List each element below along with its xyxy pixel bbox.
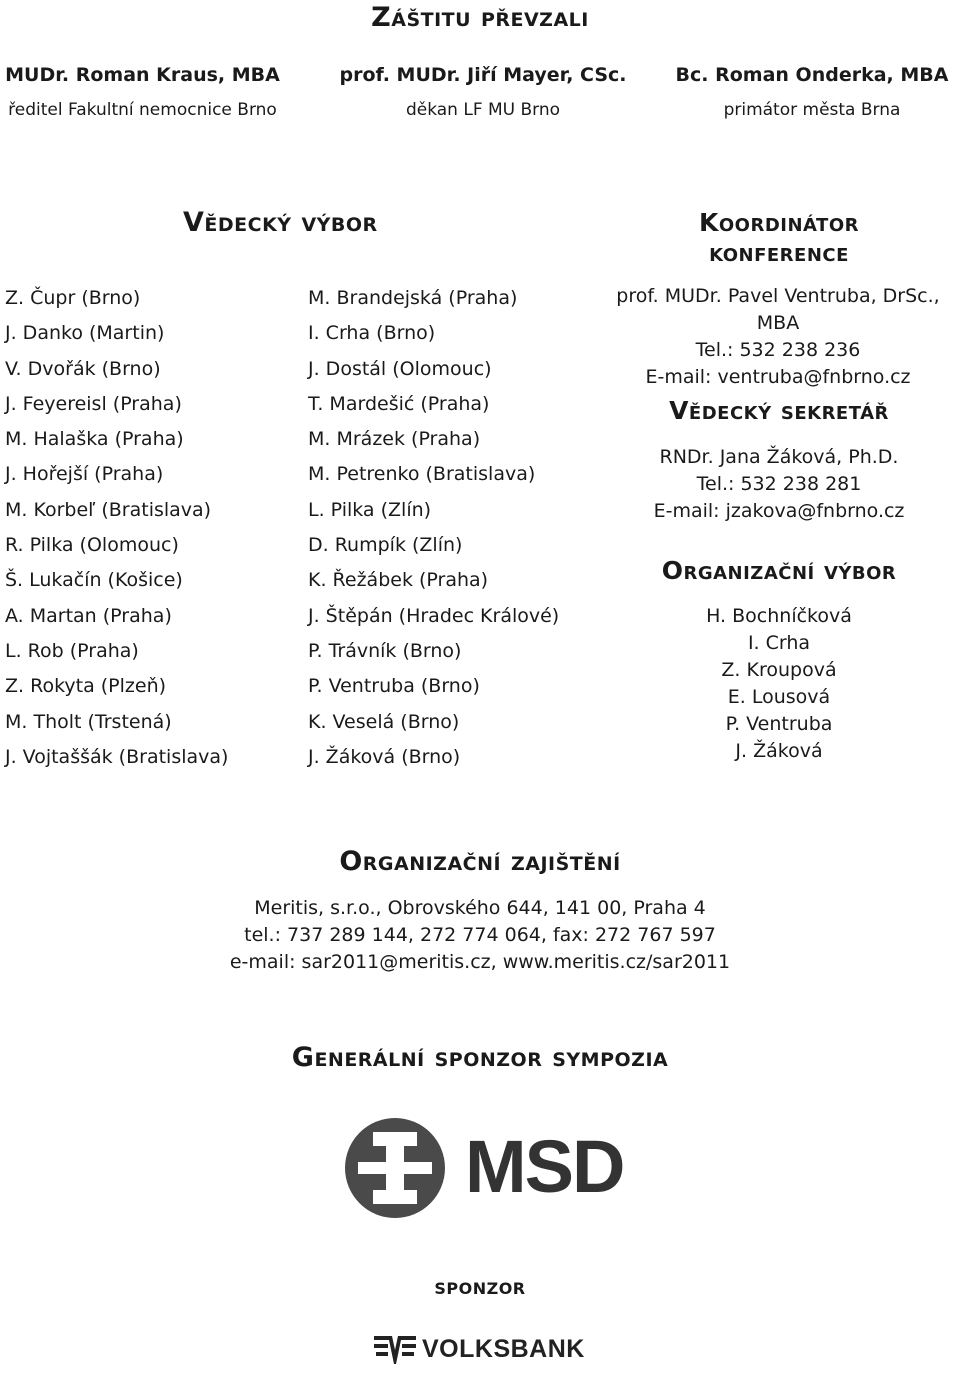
patron-2-name: prof. MUDr. Jiří Mayer, CSc. xyxy=(339,64,627,86)
msd-logo-text: MSD xyxy=(465,1125,624,1208)
committee-member: D. Rumpík (Zlín) xyxy=(308,534,463,557)
coordinator-tel: Tel.: 532 238 236 xyxy=(695,339,861,361)
secretary-email: E-mail: jzakova@fnbrno.cz xyxy=(653,500,905,522)
committee-member: J. Dostál (Olomouc) xyxy=(308,357,492,380)
organizing-member: Z. Kroupová xyxy=(721,659,837,681)
committee-member: P. Ventruba (Brno) xyxy=(308,675,480,698)
volksbank-logo xyxy=(372,1330,592,1374)
committee-member: J. Štěpán (Hradec Králové) xyxy=(308,604,560,627)
committee-member: Z. Rokyta (Plzeň) xyxy=(5,675,167,698)
general-sponsor-heading: Generální sponzor sympozia xyxy=(291,1042,669,1073)
committee-member: Š. Lukačín (Košice) xyxy=(5,569,183,592)
committee-member: J. Vojtaššák (Bratislava) xyxy=(5,745,229,768)
organization-heading: Organizační zajištění xyxy=(339,846,621,877)
scientific-committee-right-list xyxy=(308,281,559,775)
committee-member: J. Danko (Martin) xyxy=(5,322,165,345)
organizing-committee-list xyxy=(600,603,958,765)
organizing-member: J. Žáková xyxy=(735,740,823,762)
coordinator-heading-line1: Koordinátor xyxy=(698,208,859,237)
volksbank-logo-text: VOLKSBANK xyxy=(422,1335,585,1363)
secretary-contact xyxy=(600,444,958,525)
organizing-member: E. Lousová xyxy=(727,686,831,708)
committee-member: J. Hořejší (Praha) xyxy=(5,463,164,486)
coordinator-contact xyxy=(596,283,960,391)
organizing-member: I. Crha xyxy=(747,632,811,654)
patron-1-role: ředitel Fakultní nemocnice Brno xyxy=(8,100,277,120)
coordinator-name: prof. MUDr. Pavel Ventruba, DrSc., MBA xyxy=(616,285,940,334)
committee-member: M. Korbeľ (Bratislava) xyxy=(5,498,212,521)
organizing-committee-heading: Organizační výbor xyxy=(661,556,897,585)
secretary-tel: Tel.: 532 238 281 xyxy=(696,473,862,495)
organizing-member: P. Ventruba xyxy=(725,713,833,735)
committee-member: L. Rob (Praha) xyxy=(5,639,139,662)
committee-member: R. Pilka (Olomouc) xyxy=(5,534,179,557)
committee-member: Z. Čupr (Brno) xyxy=(5,287,141,309)
committee-member: I. Crha (Brno) xyxy=(308,322,436,345)
organization-contact: e-mail: sar2011@meritis.cz, www.meritis.cz/sar2011 xyxy=(229,951,731,973)
coordinator-heading xyxy=(600,208,958,268)
committee-member: M. Tholt (Trstená) xyxy=(5,710,172,733)
patron-1-name: MUDr. Roman Kraus, MBA xyxy=(5,64,280,86)
secretary-heading: Vědecký sekretář xyxy=(669,396,889,425)
msd-emblem-icon xyxy=(340,1112,450,1224)
patron-3-name: Bc. Roman Onderka, MBA xyxy=(675,64,949,86)
committee-member: M. Halaška (Praha) xyxy=(5,428,184,451)
committee-member: V. Dvořák (Brno) xyxy=(5,357,161,380)
committee-member: A. Martan (Praha) xyxy=(5,604,172,627)
committee-member: P. Trávník (Brno) xyxy=(308,639,462,662)
committee-member: M. Mrázek (Praha) xyxy=(308,428,481,451)
organization-phone: tel.: 737 289 144, 272 774 064, fax: 272 767 597 xyxy=(244,924,716,946)
volksbank-emblem-icon xyxy=(372,1330,418,1372)
sponsor-heading: sponzor xyxy=(434,1274,526,1300)
committee-member: L. Pilka (Zlín) xyxy=(308,498,432,521)
patron-2-role: děkan LF MU Brno xyxy=(405,100,561,120)
committee-member: K. Veselá (Brno) xyxy=(308,710,460,733)
coordinator-heading-line2: konference xyxy=(709,238,849,267)
committee-member: M. Brandejská (Praha) xyxy=(308,287,518,309)
committee-member: K. Řežábek (Praha) xyxy=(308,569,489,592)
msd-logo xyxy=(340,1112,640,1224)
organizing-member: H. Bochníčková xyxy=(706,605,852,627)
organization-details xyxy=(0,895,960,976)
coordinator-email: E-mail: ventruba@fnbrno.cz xyxy=(645,366,911,388)
secretary-name: RNDr. Jana Žáková, Ph.D. xyxy=(659,446,899,468)
organization-address: Meritis, s.r.o., Obrovského 644, 141 00, Praha 4 xyxy=(254,897,706,919)
patron-3-role: primátor města Brna xyxy=(723,100,901,120)
committee-member: J. Feyereisl (Praha) xyxy=(5,392,182,415)
committee-member: T. Mardešić (Praha) xyxy=(308,392,490,415)
committee-member: J. Žáková (Brno) xyxy=(308,745,461,768)
scientific-committee-heading: Vědecký výbor xyxy=(183,207,378,238)
patronage-heading: Záštitu převzali xyxy=(371,2,589,33)
scientific-committee-left-list xyxy=(5,281,228,775)
committee-member: M. Petrenko (Bratislava) xyxy=(308,463,536,486)
